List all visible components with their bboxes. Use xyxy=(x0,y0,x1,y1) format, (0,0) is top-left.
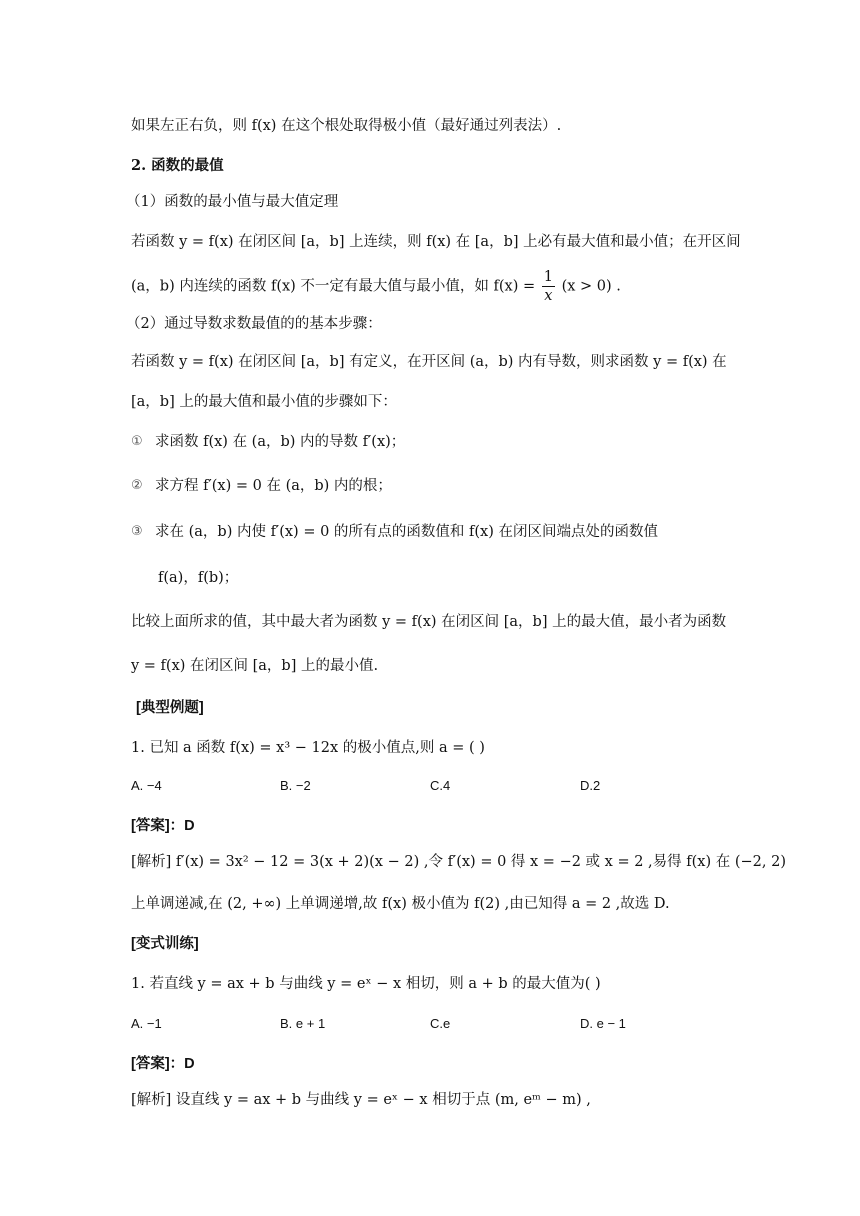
section-heading: 2. 函数的最值 xyxy=(131,157,224,174)
text-line: 若函数 y = f(x) 在闭区间 [a，b] 有定义，在开区间 (a，b) 内有导数，则求函数 y = f(x) 在 xyxy=(131,354,727,370)
fraction-numerator: 1 xyxy=(543,269,553,285)
text-line xyxy=(131,268,621,305)
answer-label: [答案]：D xyxy=(131,1056,195,1072)
option-a: A. −1 xyxy=(131,1016,162,1031)
step-text: 求方程 f′(x) = 0 在 (a，b) 内的根； xyxy=(155,478,392,494)
step-number: ① xyxy=(131,434,143,449)
text-line: 若函数 y = f(x) 在闭区间 [a，b] 上连续，则 f(x) 在 [a，b] 上必有最大值和最小值；在开区间 xyxy=(131,234,741,250)
step-text: 求在 (a，b) 内使 f′(x) = 0 的所有点的函数值和 f(x) 在闭区间端点处的函数值 xyxy=(155,524,658,540)
option-b: B. −2 xyxy=(280,778,311,793)
question-text: 1. 若直线 y = ax + b 与曲线 y = eˣ − x 相切，则 a + b 的最大值为( ) xyxy=(131,976,601,992)
fraction-denominator: x xyxy=(544,288,553,304)
option-b: B. e + 1 xyxy=(280,1016,326,1031)
subsection-heading: （1）函数的最小值与最大值定理 xyxy=(126,194,339,210)
option-d: D.2 xyxy=(580,778,601,793)
question-text: 1. 已知 a 函数 f(x) = x³ − 12x 的极小值点,则 a = ( ) xyxy=(131,740,485,756)
analysis-text: 上单调递减,在 (2, +∞) 上单调递增,故 f(x) 极小值为 f(2) ,由已知得 a = 2 ,故选 D. xyxy=(131,896,670,912)
step-text: 求函数 f(x) 在 (a，b) 内的导数 f′(x)； xyxy=(155,434,406,450)
text-fragment: (a，b) 内连续的函数 f(x) 不一定有最大值与最小值，如 f(x) = xyxy=(131,278,536,295)
analysis-text: [解析] f′(x) = 3x² − 12 = 3(x + 2)(x − 2) ,令 f′(x) = 0 得 x = −2 或 x = 2 ,易得 f(x) 在 (−2, 2) xyxy=(131,854,786,870)
analysis-text: [解析] 设直线 y = ax + b 与曲线 y = eˣ − x 相切于点 (m, eᵐ − m) , xyxy=(131,1092,591,1108)
subsection-heading: （2）通过导数求数最值的的基本步骤： xyxy=(126,316,382,332)
answer-label: [答案]：D xyxy=(131,818,195,834)
text-line: [a，b] 上的最大值和最小值的步骤如下： xyxy=(131,394,397,410)
text-line: y = f(x) 在闭区间 [a，b] 上的最小值. xyxy=(131,658,379,674)
section-heading: [典型例题] xyxy=(136,700,204,716)
option-c: C.4 xyxy=(430,778,451,793)
text-line: 如果左正右负，则 f(x) 在这个根处取得极小值（最好通过列表法）. xyxy=(131,118,562,134)
text-fragment: (x > 0) . xyxy=(561,278,621,295)
step-number: ② xyxy=(131,478,143,493)
section-heading: [变式训练] xyxy=(131,936,199,952)
option-c: C.e xyxy=(430,1016,451,1031)
step-number: ③ xyxy=(131,524,143,539)
text-line: 比较上面所求的值，其中最大者为函数 y = f(x) 在闭区间 [a，b] 上的最大值，最小者为函数 xyxy=(131,614,727,630)
option-a: A. −4 xyxy=(131,778,162,793)
fraction xyxy=(542,268,555,305)
option-d: D. e − 1 xyxy=(580,1016,626,1031)
step-text: f(a)，f(b)； xyxy=(158,570,239,586)
